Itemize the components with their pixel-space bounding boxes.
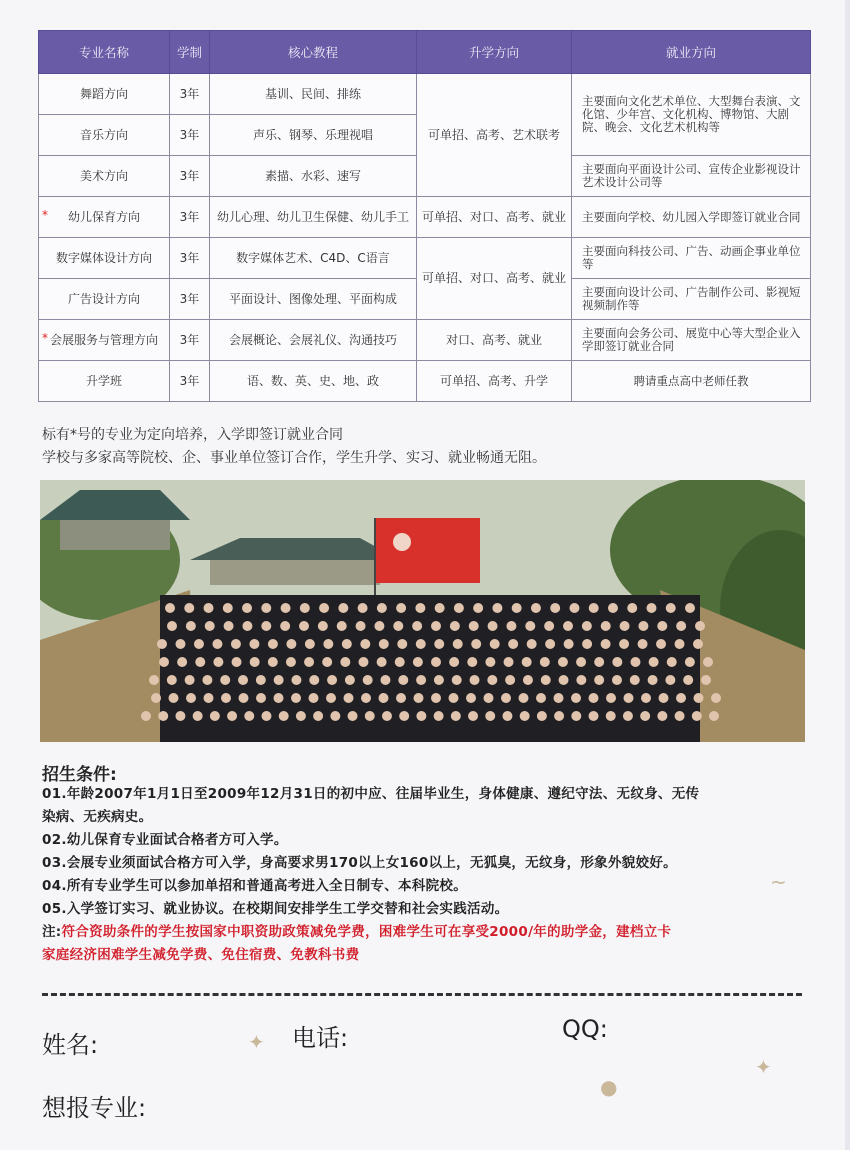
further-study: 对口、高考、就业 [417,320,572,361]
admission-conditions-title: 招生条件: [42,765,117,785]
dot-icon: ● [600,1075,618,1099]
funding-note-text: 符合资助条件的学生按国家中职资助政策减免学费，困难学生可在享受2000/年的助学金，建档立卡 [61,924,672,940]
sparkle-icon: ✦ [755,1055,772,1079]
major-name: 升学班 [39,361,170,402]
star-mark: * [42,208,48,222]
directed-training-note: 标有*号的专业为定向培养，入学即签订就业合同 [42,427,343,443]
header-years: 学制 [170,31,210,74]
major-name: 舞蹈方向 [39,74,170,115]
courses: 声乐、钢琴、乐理视唱 [210,115,417,156]
major-name: 幼儿保育方向 [67,209,140,224]
employment: 主要面向科技公司、广告、动画企事业单位等 [572,238,811,279]
courses: 会展概论、会展礼仪、沟通技巧 [210,320,417,361]
courses: 素描、水彩、速写 [210,156,417,197]
table-row [39,238,811,279]
courses: 幼儿心理、幼儿卫生保健、幼儿手工 [210,197,417,238]
further-study: 可单招、高考、升学 [417,361,572,402]
name-label: 姓名: [42,1031,99,1059]
years: 3年 [170,320,210,361]
condition-2: 02.幼儿保育专业面试合格者方可入学。 [42,832,288,848]
employment: 主要面向平面设计公司、宣传企业影视设计艺术设计公司等 [572,156,811,197]
years: 3年 [170,115,210,156]
group-photo [40,480,805,742]
condition-3: 03.会展专业须面试合格方可入学，身高要求男170以上女160以上，无狐臭，无纹身，形象外貌姣好。 [42,855,677,871]
table-row [39,361,811,402]
courses: 基训、民间、排练 [210,74,417,115]
header-employment: 就业方向 [572,31,811,74]
years: 3年 [170,197,210,238]
desired-major-label: 想报专业: [42,1094,147,1122]
group-photo-illustration [40,480,805,742]
years: 3年 [170,279,210,320]
courses: 语、数、英、史、地、政 [210,361,417,402]
cooperation-note: 学校与多家高等院校、企、事业单位签订合作，学生升学、实习、就业畅通无阻。 [42,450,546,466]
courses: 平面设计、图像处理、平面构成 [210,279,417,320]
courses: 数字媒体艺术、C4D、C语言 [210,238,417,279]
table-row [39,74,811,115]
major-name: 广告设计方向 [39,279,170,320]
sparkle-icon: ✦ [248,1030,265,1054]
further-study: 可单招、高考、艺术联考 [417,74,572,197]
condition-5: 05.入学签订实习、就业协议。在校期间安排学生工学交替和社会实践活动。 [42,901,509,917]
employment: 聘请重点高中老师任教 [572,361,811,402]
note-prefix: 注: [42,924,62,940]
major-name: 会展服务与管理方向 [49,332,158,347]
table-row [39,320,811,361]
major-name: 美术方向 [39,156,170,197]
funding-note [42,920,671,940]
years: 3年 [170,361,210,402]
funding-note-cont: 家庭经济困难学生减免学费、免住宿费、免教科书费 [42,947,360,963]
years: 3年 [170,156,210,197]
swirl-icon: ~ [770,870,787,894]
majors-table [38,30,811,402]
cut-line [42,993,802,996]
header-major: 专业名称 [39,31,170,74]
years: 3年 [170,74,210,115]
table-row [39,197,811,238]
employment: 主要面向文化艺术单位、大型舞台表演、文化馆、少年宫、文化机构、博物馆、大剧院、晚会、文化艺术机构等 [572,74,811,156]
condition-1: 01.年龄2007年1月1日至2009年12月31日的初中应、往届毕业生，身体健康、遵纪守法、无纹身、无传 [42,786,700,802]
employment: 主要面向设计公司、广告制作公司、影视短视频制作等 [572,279,811,320]
further-study: 可单招、对口、高考、就业 [417,197,572,238]
table-header-row [39,31,811,74]
condition-4: 04.所有专业学生可以参加单招和普通高考进入全日制专、本科院校。 [42,878,468,894]
major-name: 数字媒体设计方向 [39,238,170,279]
qq-label: QQ: [562,1015,608,1043]
major-name: 音乐方向 [39,115,170,156]
condition-1-cont: 染病、无疾病史。 [42,809,153,825]
major-name-cell [39,197,170,238]
major-name-cell [39,320,170,361]
star-mark: * [42,331,48,345]
further-study: 可单招、对口、高考、就业 [417,238,572,320]
header-further-study: 升学方向 [417,31,572,74]
phone-label: 电话: [292,1024,349,1052]
header-courses: 核心教程 [210,31,417,74]
employment: 主要面向学校、幼儿园入学即签订就业合同 [572,197,811,238]
employment: 主要面向会务公司、展览中心等大型企业入学即签订就业合同 [572,320,811,361]
years: 3年 [170,238,210,279]
